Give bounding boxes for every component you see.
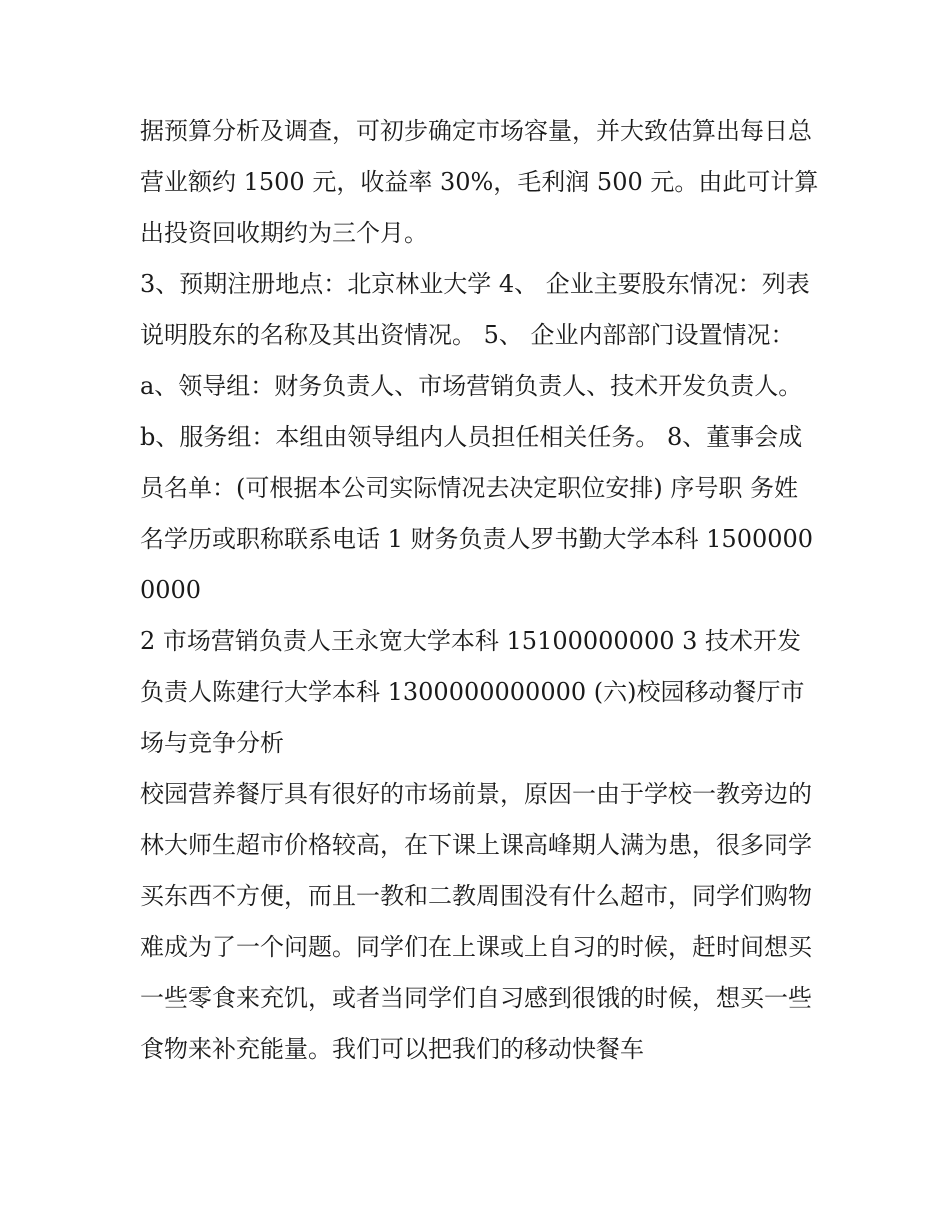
paragraph-leadership-board: a、领导组：财务负责人、市场营销负责人、技术开发负责人。 b、服务组：本组由领导组内人员担任相关任务。 8、董事会成员名单：(可根据本公司实际情况去决定职位安排) 序号职 务姓 名学历或职称联系电话 1 财务负责人罗书勤大学本科 15000000000: [140, 372, 814, 604]
paragraph-market-analysis: 校园营养餐厅具有很好的市场前景，原因一由于学校一教旁边的林大师生超市价格较高，在下课上课高峰期人满为患，很多同学买东西不方便，而且一教和二教周围没有什么超市，同学们购物难成为了一个问题。同学们在上课或上自习的时候，赶时间想买一些零食来充饥，或者当同学们自习感到很饿的时候，想买一些食物来补充能量。我们可以把我们的移动快餐车: [140, 780, 812, 1063]
document-body: [140, 106, 820, 1075]
paragraph-investment-return: 据预算分析及调查，可初步确定市场容量，并大致估算出每日总营业额约 1500 元，收益率 30%，毛利润 500 元。由此可计算出投资回收期约为三个月。: [140, 117, 819, 247]
paragraph-board-members-market: 2 市场营销负责人王永宽大学本科 15100000000 3 技术开发负责人陈建行大学本科 1300000000000 (六)校园移动餐厅市场与竞争分析: [140, 627, 805, 757]
paragraph-registration-shareholders: 3、预期注册地点：北京林业大学 4、 企业主要股东情况：列表说明股东的名称及其出资情况。 5、 企业内部部门设置情况：: [140, 270, 810, 349]
